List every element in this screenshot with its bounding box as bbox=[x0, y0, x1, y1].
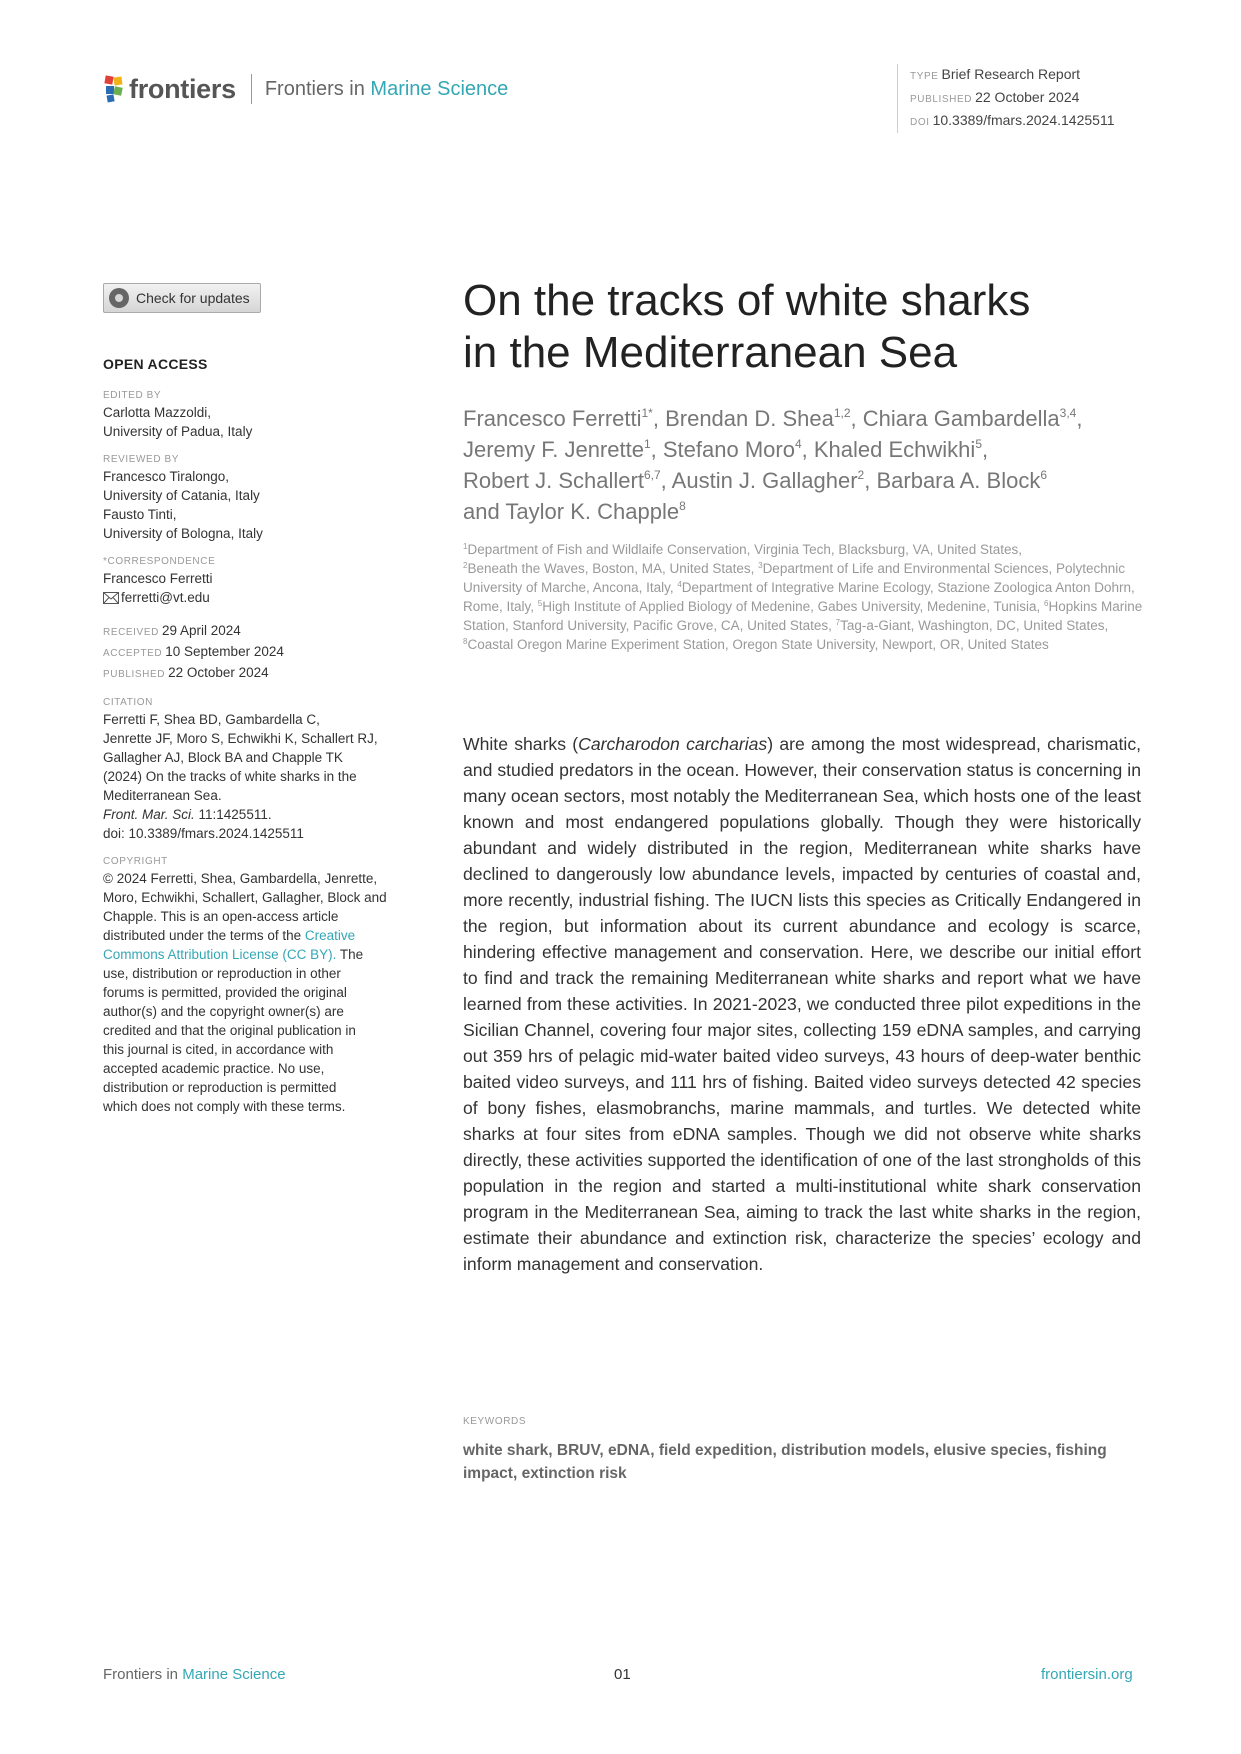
affiliation: $^8$Coastal Oregon Marine Experiment Station, Oregon State University, Newport, OR, United States bbox=[463, 637, 1049, 652]
reviewer-affiliation: University of Catania, Italy bbox=[103, 488, 260, 503]
species-name: Carcharodon carcharias bbox=[578, 734, 768, 754]
citation-line: Jenrette JF, Moro S, Echwikhi K, Schallert RJ, bbox=[103, 731, 378, 746]
affiliation: $^5$High Institute of Applied Biology of Medenine, Gabes University, Medenine, Tunisia, bbox=[537, 599, 1045, 614]
keywords: white shark, BRUV, eDNA, field expedition, distribution models, elusive species, fishing impact, extinction risk bbox=[463, 1442, 1107, 1482]
received-date: RECEIVED 29 April 2024 bbox=[103, 623, 241, 638]
update-icon bbox=[109, 288, 129, 308]
copyright-line: distributed under the terms of the Creative bbox=[103, 928, 356, 943]
affiliation: $^4$Department of Integrative Marine Ecology, Stazione Zoologica Anton Dohrn, Rome, Italy, bbox=[463, 580, 1135, 614]
copyright-line: use, distribution or reproduction in other bbox=[103, 966, 341, 981]
affiliation: $^1$Department of Fish and Wildlaife Conservation, Virginia Tech, Blacksburg, VA, United States, bbox=[463, 542, 1022, 557]
correspondence-label: *CORRESPONDENCE bbox=[103, 556, 216, 567]
reviewer-name: Fausto Tinti, bbox=[103, 507, 177, 522]
copyright-line: forums is permitted, provided the original bbox=[103, 985, 347, 1000]
license-link[interactable]: Creative bbox=[304, 928, 356, 943]
copyright-line: this journal is cited, in accordance with bbox=[103, 1042, 334, 1057]
correspondence-email-link[interactable]: ferretti@vt.edu bbox=[103, 588, 408, 607]
affiliation: $^3$Department of Life and Environmental Sciences, Polytechnic University of Marche, Ancona, Italy, bbox=[463, 561, 1126, 595]
author[interactable]: Austin J. Gallagher$^2$ bbox=[671, 468, 865, 493]
article-type: TYPE Brief Research Report bbox=[910, 66, 1081, 82]
author[interactable]: Jeremy F. Jenrette$^1$ bbox=[463, 437, 651, 462]
journal-name: Frontiers in Marine Science bbox=[264, 77, 509, 100]
open-access-label: OPEN ACCESS bbox=[103, 356, 208, 372]
citation-label: CITATION bbox=[103, 697, 153, 708]
author-list: Francesco Ferretti$^{1*}$, Brendan D. Shea$^{1,2}$, Chiara Gambardella$^{3,4}$, Jeremy F. Jenrette$^1$, Stefano Moro$^4$, Khaled Echwikhi$^5$, Robert J. Schallert$^{6,7}$, Austin J. Gallagher$^2$, Barbara A. Block$^6$ and Taylor K. Chapple$^8$ bbox=[463, 406, 1083, 524]
reviewer-affiliation: University of Bologna, Italy bbox=[103, 526, 263, 541]
editor-name: Carlotta Mazzoldi, bbox=[103, 405, 212, 420]
affiliations bbox=[463, 540, 1143, 654]
sidebar bbox=[103, 355, 408, 1116]
author[interactable]: Robert J. Schallert$^{6,7}$ bbox=[463, 468, 661, 493]
author[interactable]: Stefano Moro$^4$ bbox=[662, 437, 802, 462]
copyright-line: distribution or reproduction is permitted bbox=[103, 1080, 337, 1095]
envelope-icon bbox=[103, 592, 119, 604]
page-number: 01 bbox=[614, 1666, 631, 1683]
footer-journal[interactable]: Frontiers in Marine Science bbox=[103, 1666, 286, 1683]
logo-separator bbox=[251, 74, 252, 104]
correspondence-name: Francesco Ferretti bbox=[103, 571, 213, 586]
citation-journal: Front. Mar. Sci. 11:1425511. bbox=[103, 807, 272, 822]
frontiers-logo-icon bbox=[103, 74, 125, 104]
check-for-updates-button[interactable]: Check for updates bbox=[103, 283, 261, 313]
author[interactable]: Brendan D. Shea$^{1,2}$ bbox=[665, 406, 851, 431]
copyright-line: Chapple. This is an open-access article bbox=[103, 909, 339, 924]
citation-line: Mediterranean Sea. bbox=[103, 788, 222, 803]
keywords-label: KEYWORDS bbox=[463, 1416, 527, 1427]
article-doi[interactable]: DOI 10.3389/fmars.2024.1425511 bbox=[910, 112, 1115, 128]
reviewed-by-label: REVIEWED BY bbox=[103, 454, 180, 465]
author[interactable]: Francesco Ferretti$^{1*}$ bbox=[463, 406, 653, 431]
journal-logo[interactable] bbox=[103, 72, 508, 106]
copyright-line: author(s) and the copyright owner(s) are bbox=[103, 1004, 344, 1019]
article-published: PUBLISHED 22 October 2024 bbox=[910, 89, 1080, 105]
copyright-line: Moro, Echwikhi, Schallert, Gallagher, Block and bbox=[103, 890, 387, 905]
article-meta bbox=[897, 64, 1114, 133]
author[interactable]: Chiara Gambardella$^{3,4}$ bbox=[862, 406, 1077, 431]
abstract: White sharks (Carcharodon carcharias) are among the most widespread, charismatic, and studied predators in the ocean. However, their conservation status is concerning in many ocean sectors, most notably the Mediterranean Sea, which hosts one of the least known and most endangered populations globally. Though they were historically abundant and widely distributed in the region, Mediterranean white sharks have declined to dangerously low abundance levels, impacted by centuries of coastal and, more recently, industrial fishing. The IUCN lists this species as Critically Endangered in the region, but information about its current abundance and ecology is scarce, hindering effective management and conservation. Here, we describe our initial effort to find and track the remaining Mediterranean white sharks and report what we have learned from these activities. In 2021-2023, we conducted three pilot expeditions in the Sicilian Channel, covering four major sites, collecting 159 eDNA samples, and carrying out 359 hrs of pelagic mid-water baited video surveys, 43 hours of deep-water benthic baited video surveys, and 111 hrs of fishing. Baited video surveys detected 42 species of bony fishes, elasmobranchs, marine mammals, and turtles. We detected white sharks at four sites from eDNA samples. Though we did not observe white sharks directly, these activities supported the identification of one of the last strongholds of this population in the region and started a multi-institutional white shark conservation program in the Mediterranean Sea, aiming to track the last white sharks in the region, estimate their abundance and extinction risk, characterize the species’ ecology and inform management and conservation. bbox=[463, 734, 1142, 1274]
copyright-line: © 2024 Ferretti, Shea, Gambardella, Jenrette, bbox=[103, 871, 378, 886]
copyright-line: which does not comply with these terms. bbox=[103, 1099, 346, 1114]
citation-line: Ferretti F, Shea BD, Gambardella C, bbox=[103, 712, 320, 727]
license-link[interactable]: Commons Attribution License (CC BY). bbox=[103, 947, 337, 962]
edited-by-label: EDITED BY bbox=[103, 390, 162, 401]
editor-affiliation: University of Padua, Italy bbox=[103, 424, 253, 439]
brand-name: frontiers bbox=[129, 73, 236, 104]
author[interactable]: Barbara A. Block$^6$ bbox=[876, 468, 1048, 493]
accepted-date: ACCEPTED 10 September 2024 bbox=[103, 644, 284, 659]
author[interactable]: Khaled Echwikhi$^5$ bbox=[813, 437, 982, 462]
citation-line: (2024) On the tracks of white sharks in the bbox=[103, 769, 357, 784]
article-title: On the tracks of white sharks in the Mediterranean Sea bbox=[463, 276, 1031, 377]
published-date: PUBLISHED 22 October 2024 bbox=[103, 665, 269, 680]
author[interactable]: Taylor K. Chapple$^8$ bbox=[505, 499, 686, 524]
citation-doi[interactable]: doi: 10.3389/fmars.2024.1425511 bbox=[103, 826, 304, 841]
article-dates bbox=[103, 621, 408, 684]
copyright-line: Commons Attribution License (CC BY). The bbox=[103, 947, 364, 962]
reviewer-name: Francesco Tiralongo, bbox=[103, 469, 230, 484]
affiliation: $^7$Tag-a-Giant, Washington, DC, United States, bbox=[835, 618, 1109, 633]
affiliation: $^2$Beneath the Waves, Boston, MA, United States, bbox=[463, 561, 759, 576]
copyright-line: accepted academic practice. No use, bbox=[103, 1061, 325, 1076]
footer-site-link[interactable]: frontiersin.org bbox=[1041, 1666, 1133, 1683]
copyright-line: credited and that the original publication in bbox=[103, 1023, 356, 1038]
citation-line: Gallagher AJ, Block BA and Chapple TK bbox=[103, 750, 343, 765]
affiliation: $^6$Hopkins Marine Station, Stanford University, Pacific Grove, CA, United States, bbox=[463, 599, 1143, 633]
copyright-label: COPYRIGHT bbox=[103, 856, 168, 867]
